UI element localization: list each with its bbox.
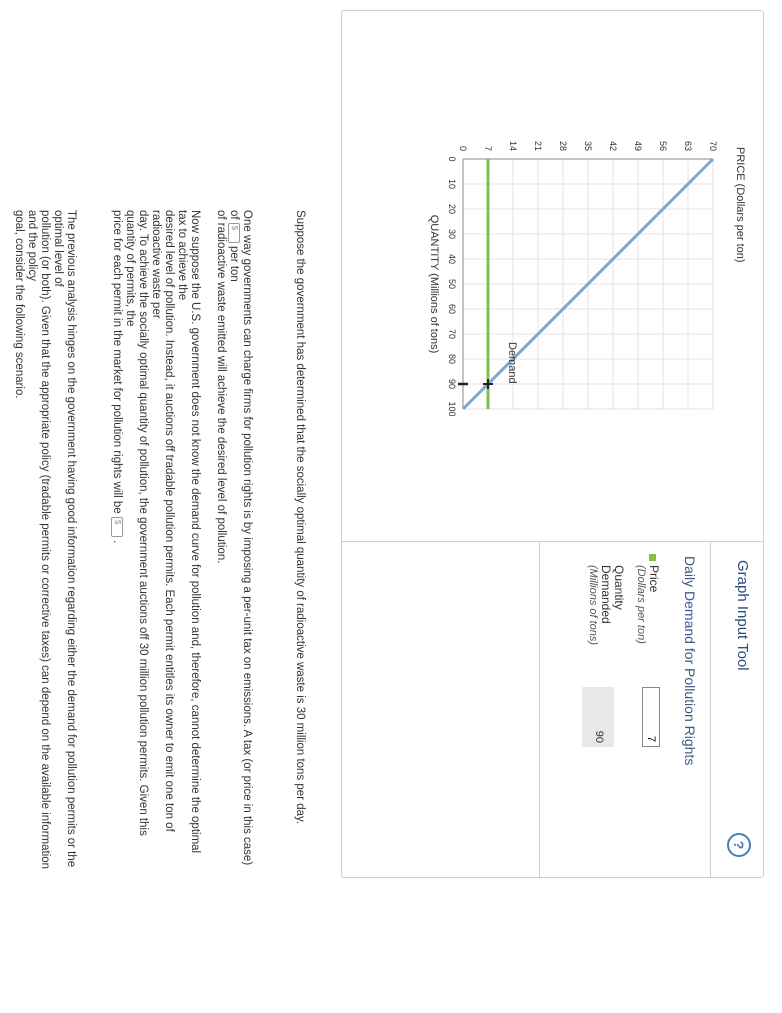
x-tick-label: 40 <box>447 253 457 265</box>
quantity-unit: (Millions of tons) <box>587 565 599 646</box>
y-axis-title: PRICE (Dollars per ton) <box>734 147 746 263</box>
y-tick-label: 49 <box>633 140 643 151</box>
help-icon[interactable]: ? <box>727 833 751 857</box>
graph-widget <box>341 10 764 878</box>
x-tick-label: 30 <box>447 228 457 240</box>
p3-period: . <box>110 540 123 544</box>
p4-line2: pollution (or both). Given that the appropriate policy (tradable permits or corrective taxes) can depend on the available information and the policy <box>26 210 51 870</box>
question-paragraph-3 <box>110 210 201 870</box>
y-tick-label: 35 <box>583 140 593 151</box>
tool-title: Graph Input Tool <box>734 560 751 671</box>
quantity-label-line1: Quantity <box>612 565 626 610</box>
y-tick-label: 42 <box>608 140 618 151</box>
quantity-label <box>599 565 625 624</box>
price-label: Price <box>647 565 661 593</box>
price-color-swatch <box>649 554 656 561</box>
p4-line3: goal, consider the following scenario. <box>13 210 25 399</box>
question-paragraph-2 <box>214 210 253 870</box>
y-tick-label: 70 <box>708 140 718 151</box>
demand-chart <box>340 11 763 541</box>
y-tick-label: 21 <box>533 140 543 151</box>
quantity-value: 90 <box>582 687 614 747</box>
y-tick-label: 0 <box>458 145 468 151</box>
question-paragraph-4 <box>12 210 77 870</box>
question-paragraph-1: Suppose the government has determined that the socially optimal quantity of radioactive waste is 30 million tons per day. <box>294 210 306 825</box>
p2-per-ton: per ton <box>227 246 240 282</box>
x-tick-label: 60 <box>447 303 457 315</box>
y-tick-label: 56 <box>658 140 668 151</box>
x-tick-label: 70 <box>447 328 457 340</box>
tool-panel <box>539 542 711 878</box>
demand-curve-label: Demand <box>506 342 518 384</box>
panel-title: Daily Demand for Pollution Rights <box>682 556 698 766</box>
p3-line3: day. To achieve the socially optimal quantity of pollution, the government auctions off 30 million pollution permits. Given this quantity of permits, the <box>124 210 149 836</box>
p4-line1: The previous analysis hinges on the government having good information regarding either the demand for pollution permits or the optimal level of <box>52 210 77 868</box>
p3-line1: Now suppose the U.S. government does not know the demand curve for pollution and, therefore, cannot determine the optimal tax to achieve the <box>176 210 201 854</box>
p3-line2: desired level of pollution. Instead, it auctions off tradable pollution permits. Each permit entitles its owner to emit one ton of radioactive waste per <box>150 210 175 832</box>
graph-input-tool <box>342 541 763 879</box>
quantity-label-line2: Demanded <box>599 565 613 624</box>
y-tick-label: 63 <box>683 140 693 151</box>
y-tick-label: 14 <box>508 140 518 151</box>
x-tick-label: 100 <box>447 401 457 417</box>
x-axis-title: QUANTITY (Millions of tons) <box>428 214 440 354</box>
p2-line1: One way governments can charge firms for pollution rights is by imposing a per-unit tax on emissions. A tax (or price in this case) of <box>227 210 253 866</box>
price-unit: (Dollars per ton) <box>635 565 647 644</box>
x-tick-label: 80 <box>447 353 457 365</box>
p2-line2: of radioactive waste emitted will achieve the desired level of pollution. <box>214 210 227 564</box>
x-tick-label: 90 <box>447 378 457 390</box>
y-tick-label: 7 <box>483 145 493 151</box>
permit-price-input[interactable]: $ <box>111 517 123 537</box>
x-tick-label: 20 <box>447 203 457 215</box>
x-tick-label: 50 <box>447 278 457 290</box>
x-tick-label: 0 <box>447 156 457 162</box>
y-tick-label: 28 <box>558 140 568 151</box>
x-tick-label: 10 <box>447 178 457 190</box>
tax-answer-input[interactable]: $ <box>228 223 240 243</box>
price-input[interactable] <box>642 687 660 747</box>
p3-line4: price for each permit in the market for pollution rights will be <box>110 210 123 514</box>
